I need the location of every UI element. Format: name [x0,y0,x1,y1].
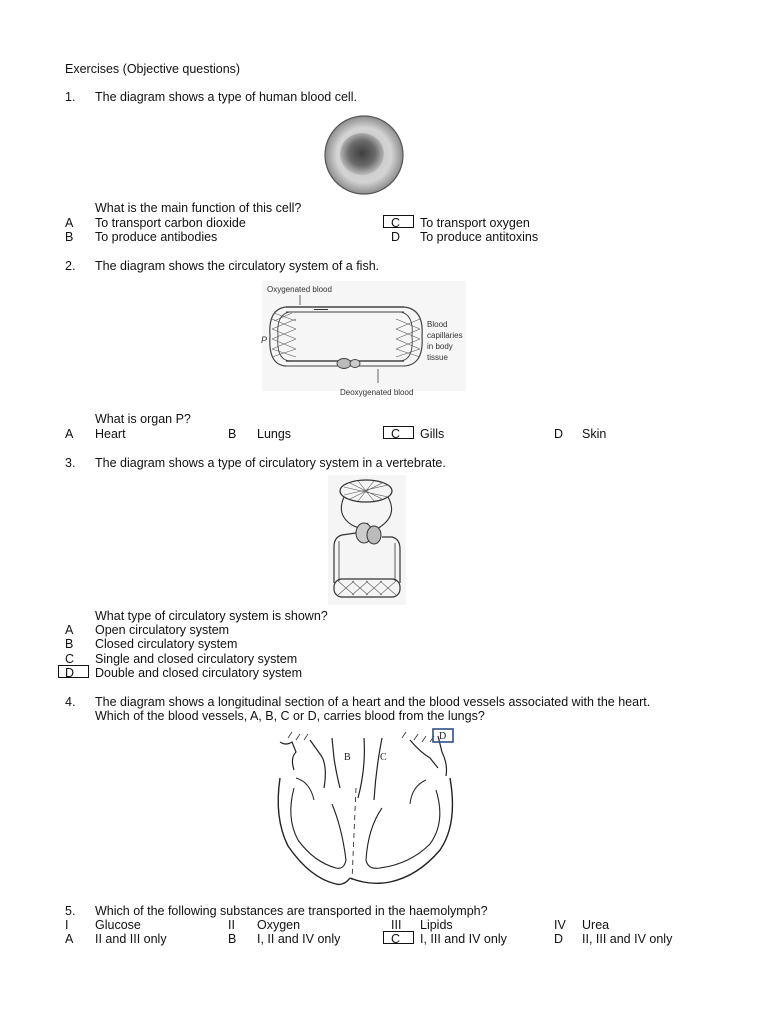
q1-option-c-text: To transport oxygen [420,216,530,230]
q1-option-a-letter: A [65,216,74,230]
q3-option-b-text: Closed circulatory system [95,637,238,651]
fig-label-b: B [344,752,351,763]
q5-option-d-letter: D [554,932,564,946]
q1-question: What is the main function of this cell? [95,201,302,215]
heart-section-figure [270,728,466,890]
q1-option-c-letter: C [391,216,401,230]
q3-question: What type of circulatory system is shown? [95,609,328,623]
fig-label-c: C [380,752,387,763]
q3-option-a-text: Open circulatory system [95,623,230,637]
q2-option-c-letter: C [391,427,401,441]
q2-option-d-text: Skin [582,427,607,441]
fig-label-in-body: in body [427,342,453,351]
q2-option-b-text: Lungs [257,427,292,441]
q2-stem: The diagram shows the circulatory system of a fish. [95,259,380,273]
q5-item-i-text: Glucose [95,918,141,932]
q5-item-ii-roman: II [228,918,235,932]
q3-option-c-text: Single and closed circulatory system [95,652,298,666]
q2-option-a-text: Heart [95,427,126,441]
q2-option-c-text: Gills [420,427,445,441]
q1-option-d-text: To produce antitoxins [420,230,539,244]
q3-option-c-letter: C [65,652,75,666]
q5-item-iii-text: Lipids [420,918,453,932]
fig-label-oxygenated: Oxygenated blood [267,285,332,294]
worksheet-heading: Exercises (Objective questions) [65,62,241,76]
q5-option-a-letter: A [65,932,74,946]
q1-option-a-text: To transport carbon dioxide [95,216,246,230]
q3-stem: The diagram shows a type of circulatory system in a vertebrate. [95,456,446,470]
q5-option-b-text: I, II and IV only [257,932,341,946]
q3-option-d-text: Double and closed circulatory system [95,666,303,680]
q5-option-c-text: I, III and IV only [420,932,507,946]
red-blood-cell-figure [322,114,406,196]
fig-label-deoxygenated: Deoxygenated blood [340,388,414,397]
q2-number: 2. [65,259,76,273]
q1-stem: The diagram shows a type of human blood cell. [95,90,357,104]
q3-option-d-letter: D [65,666,75,680]
fig-label-blood: Blood [427,320,448,329]
q2-option-b-letter: B [228,427,237,441]
q5-number: 5. [65,904,76,918]
q2-question: What is organ P? [95,412,191,426]
q4-number: 4. [65,695,76,709]
fig-label-capillaries: capillaries [427,331,463,340]
q3-option-b-letter: B [65,637,74,651]
q5-option-a-text: II and III only [95,932,167,946]
q5-item-iii-roman: III [391,918,402,932]
q5-item-ii-text: Oxygen [257,918,301,932]
q3-option-a-letter: A [65,623,74,637]
fig-label-tissue: tissue [427,353,448,362]
double-circulation-figure [328,475,406,605]
fig-label-p: P [261,335,268,345]
q2-option-a-letter: A [65,427,74,441]
q5-stem: Which of the following substances are transported in the haemolymph? [95,904,488,918]
q5-option-c-letter: C [391,932,401,946]
fish-circulation-figure [256,281,472,403]
q4-stem-line-2: Which of the blood vessels, A, B, C or D, carries blood from the lungs? [95,709,485,723]
fig-label-d: D [439,731,447,742]
q1-option-b-letter: B [65,230,74,244]
q4-stem-line-1: The diagram shows a longitudinal section of a heart and the blood vessels associated with the heart. [95,695,651,709]
q5-option-d-text: II, III and IV only [582,932,673,946]
q5-option-b-letter: B [228,932,237,946]
q5-item-iv-text: Urea [582,918,610,932]
q5-item-i-roman: I [65,918,69,932]
q3-number: 3. [65,456,76,470]
q1-option-b-text: To produce antibodies [95,230,218,244]
q1-option-d-letter: D [391,230,401,244]
q1-number: 1. [65,90,76,104]
q5-item-iv-roman: IV [554,918,566,932]
q2-option-d-letter: D [554,427,564,441]
